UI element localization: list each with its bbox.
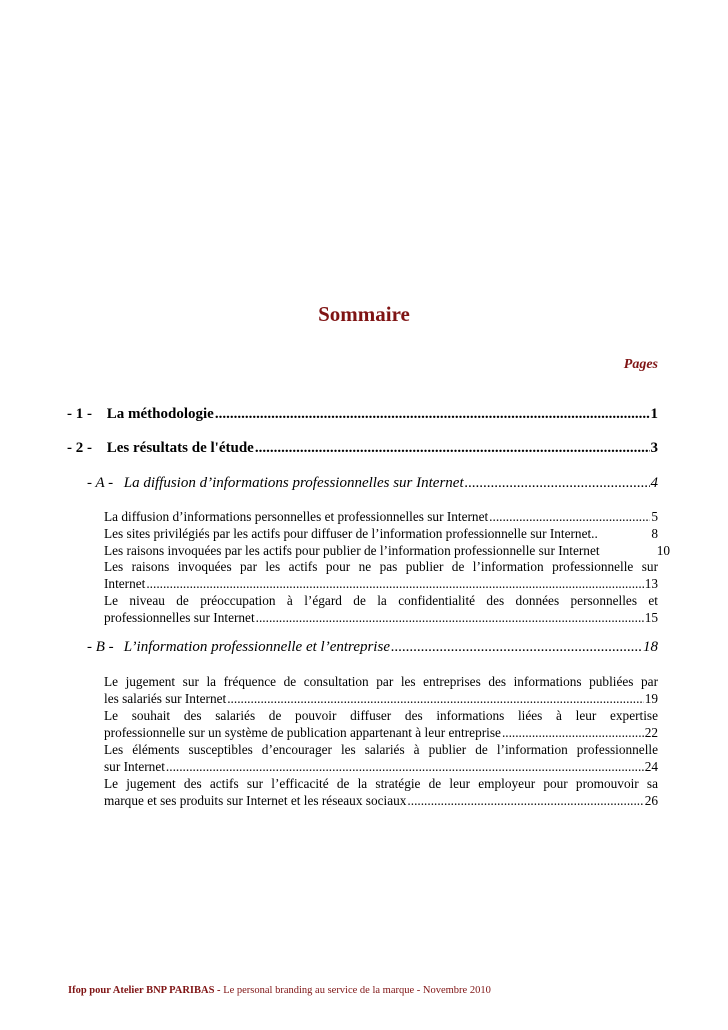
- toc-entry-a2[interactable]: [104, 526, 658, 542]
- leader-dots: [502, 725, 644, 741]
- entry-label: Les sites privilégiés par les actifs pour diffuser de l’information professionnelle sur Internet..: [104, 526, 598, 541]
- entry-label: professionnelle sur un système de publication appartenant à leur entreprise: [104, 725, 501, 740]
- subsection-number: - A -: [87, 475, 114, 491]
- toc-entry-a4-line2[interactable]: [104, 576, 658, 592]
- subsection-label: L’information professionnelle et l’entreprise: [123, 639, 390, 655]
- page-title: Sommaire: [318, 302, 410, 326]
- toc-section-methodology[interactable]: [67, 406, 658, 423]
- entry-label: Internet: [104, 576, 146, 591]
- subsection-label: La diffusion d’informations professionnelles sur Internet: [123, 475, 464, 491]
- toc-entry-a4-line1[interactable]: Les raisons invoquées par les actifs pour ne pas publier de l’information professionnelle sur: [104, 559, 658, 574]
- leader-dots: [407, 793, 643, 809]
- page-footer: [68, 985, 491, 996]
- entry-page: 26: [644, 793, 658, 808]
- section-label: Les résultats de l'étude: [106, 440, 254, 456]
- entry-page: 19: [644, 691, 658, 706]
- footer-org: Ifop pour Atelier BNP PARIBAS -: [68, 985, 221, 996]
- leader-dots: [256, 610, 644, 626]
- entry-page: 15: [644, 610, 658, 625]
- section-number: - 1 -: [67, 406, 92, 422]
- entry-label: Les raisons invoquées par les actifs pour publier de l’information professionnelle sur Internet: [104, 543, 600, 558]
- toc-entry-b2-line1[interactable]: Le souhait des salariés de pouvoir diffuser des informations liées à leur expertise: [104, 708, 658, 723]
- subsection-page: 4: [650, 475, 658, 491]
- toc-entry-b3-line2[interactable]: [104, 759, 658, 775]
- leader-dots: [227, 691, 643, 707]
- entry-label: les salariés sur Internet: [104, 691, 227, 706]
- leader-dots: [489, 509, 650, 525]
- toc-entry-b2-line2[interactable]: [104, 725, 658, 741]
- entry-page: 10: [656, 543, 670, 558]
- toc-entry-a3[interactable]: [104, 543, 670, 559]
- section-page: 3: [650, 440, 658, 456]
- footer-title: Le personal branding au service de la marque - Novembre 2010: [220, 985, 491, 996]
- entry-page: 24: [644, 759, 658, 774]
- toc-subsection-a[interactable]: [87, 475, 658, 492]
- toc-entry-b1-line2[interactable]: [104, 691, 658, 707]
- leader-dots: [465, 475, 650, 492]
- section-label: La méthodologie: [106, 406, 214, 422]
- toc-entry-a5-line2[interactable]: [104, 610, 658, 626]
- entry-page: 22: [644, 725, 658, 740]
- entry-page: 8: [651, 526, 658, 541]
- toc-entry-a1[interactable]: [104, 509, 658, 525]
- leader-dots: [391, 639, 642, 656]
- entry-label: sur Internet: [104, 759, 165, 774]
- subsection-page: 18: [643, 639, 658, 655]
- toc-entry-b4-line1[interactable]: Le jugement des actifs sur l’efficacité de la stratégie de leur employeur pour promouvoir sa: [104, 776, 658, 791]
- leader-dots: [255, 440, 650, 457]
- subsection-number: - B -: [87, 639, 114, 655]
- entry-page: 13: [644, 576, 658, 591]
- toc-section-results[interactable]: [67, 440, 658, 457]
- leader-dots: [215, 406, 650, 423]
- entry-label: marque et ses produits sur Internet et les réseaux sociaux: [104, 793, 407, 808]
- toc-entry-b3-line1[interactable]: Les éléments susceptibles d’encourager les salariés à publier de l’information professionnelle: [104, 742, 658, 757]
- entry-label: La diffusion d’informations personnelles et professionnelles sur Internet: [104, 509, 489, 524]
- leader-dots: [166, 759, 644, 775]
- pages-column-label: Pages: [623, 357, 658, 372]
- toc-entry-a5-line1[interactable]: Le niveau de préoccupation à l’égard de la confidentialité des données personnelles et: [104, 593, 658, 608]
- toc-subsection-b[interactable]: [87, 639, 658, 656]
- section-number: - 2 -: [67, 440, 92, 456]
- toc-entry-b4-line2[interactable]: [104, 793, 658, 809]
- leader-dots: [146, 576, 643, 592]
- entry-page: 5: [651, 509, 658, 524]
- entry-label: professionnelles sur Internet: [104, 610, 255, 625]
- section-page: 1: [650, 406, 658, 422]
- toc-entry-b1-line1[interactable]: Le jugement sur la fréquence de consultation par les entreprises des informations publiées par: [104, 674, 658, 689]
